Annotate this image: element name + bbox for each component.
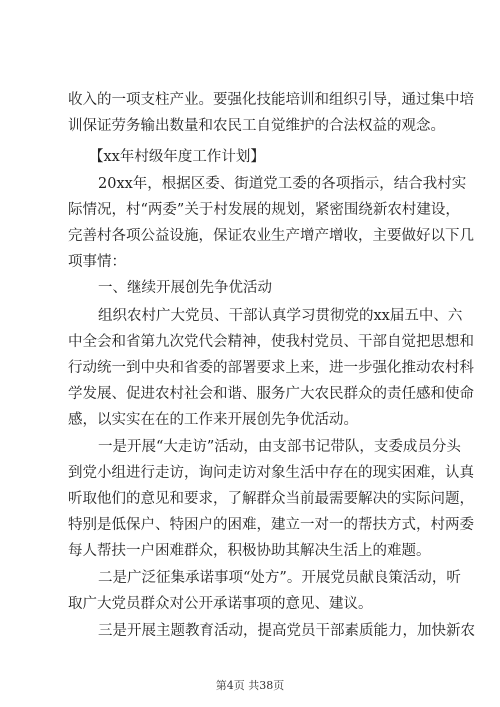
text-line: 听取他们的意见和要求，了解群众当前最需要解决的实际问题， bbox=[68, 491, 474, 507]
text-line: 每人帮扶一户困难群众，积极协助其解决生活上的难题。 bbox=[68, 543, 431, 559]
text-line: 际情况，村“两委”关于村发展的规划，紧密围绕新农村建设， bbox=[68, 202, 460, 218]
subsection-heading: 一、继续开展创先争优活动 bbox=[98, 280, 272, 296]
text-line: 完善村各项公益设施，保证农业生产增产增收，主要做好以下几 bbox=[68, 228, 474, 244]
text-line: 取广大党员群众对公开承诺事项的意见、建议。 bbox=[68, 596, 373, 612]
text-line: 感，以实实在在的工作来开展创先争优活动。 bbox=[68, 412, 358, 428]
section-heading: 【xx年村级年度工作计划】 bbox=[89, 149, 265, 165]
text-line: 三是开展主题教育活动，提高党员干部素质能力，加快新农 bbox=[98, 623, 475, 639]
text-line: 项事情： bbox=[68, 254, 126, 270]
text-line: 组织农村广大党员、干部认真学习贯彻党的xx届五中、六 bbox=[98, 308, 463, 324]
text-line: 行动统一到中央和省委的部署要求上来，进一步强化推动农村科 bbox=[68, 360, 474, 376]
text-line: 20xx年，根据区委、街道党工委的各项指示，结合我村实 bbox=[98, 176, 467, 192]
text-line: 到党小组进行走访，询问走访对象生活中存在的现实困难，认真 bbox=[68, 465, 474, 481]
text-line: 特别是低保户、特困户的困难，建立一对一的帮扶方式，村两委 bbox=[68, 517, 474, 533]
text-line: 二是广泛征集承诺事项“处方”。开展党员献良策活动，听 bbox=[98, 570, 461, 586]
page-number: 第4页 共38页 bbox=[215, 679, 285, 692]
text-line: 训保证劳务输出数量和农民工自觉维护的合法权益的观念。 bbox=[68, 118, 445, 134]
text-line: 收入的一项支柱产业。要强化技能培训和组织引导，通过集中培 bbox=[68, 92, 474, 108]
text-line: 学发展、促进农村社会和谐、服务广大农民群众的责任感和使命 bbox=[68, 386, 474, 402]
text-line: 一是开展“大走访”活动，由支部书记带队，支委成员分头 bbox=[98, 439, 461, 455]
text-line: 中全会和省第九次党代会精神，使我村党员、干部自觉把思想和 bbox=[68, 334, 474, 350]
